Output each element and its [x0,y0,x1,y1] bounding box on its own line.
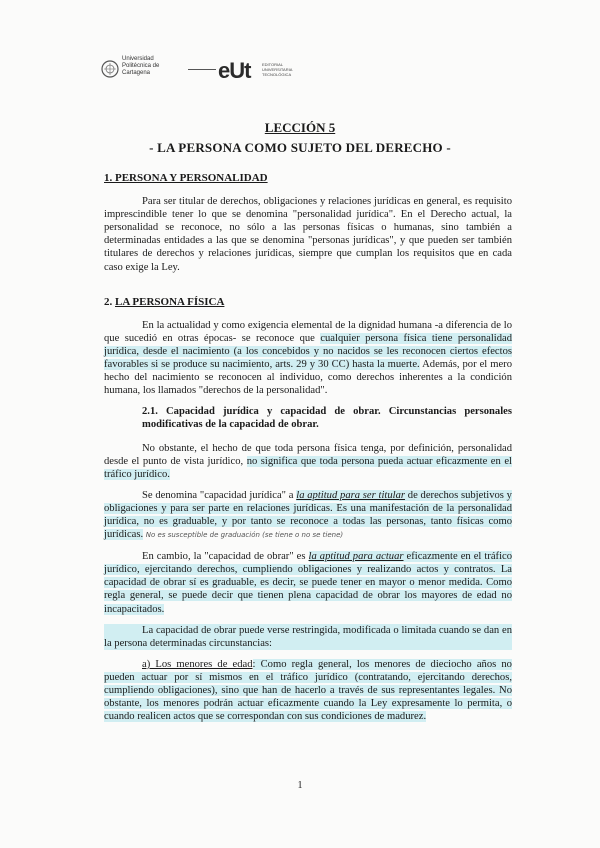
highlighted-italic-text: la aptitud para ser titular [296,489,406,501]
university-name: Universidad Politécnica de Cartagena [122,56,160,76]
paragraph [104,319,512,398]
text-run: Además, por el mero hecho del nacimiento se reconocen al individuo, como derechos inherentes a la condición humana, los llamados "derechos de la personalidad". [104,359,512,397]
highlighted-paragraph: La capacidad de obrar puede verse restringida, modificada o limitada cuando se dan en la persona determinadas circunstancias: [104,624,512,649]
subsection-heading: 2.1. Capacidad jurídica y capacidad de obrar. Circunstancias personales modificativas de la capacidad de obrar. [142,406,512,431]
paragraph: Para ser titular de derechos, obligaciones y relaciones jurídicas en general, es requisito imprescindible tener lo que se denomina "personalidad jurídica". En el Derecho actual, la personalidad se reconoce, no sólo a las personas físicas o humanas, sino también a determinadas entidades a las que se denomina "personas jurídicas", y que pueden ser también titulares de derechos y relaciones jurídicas, siempre que cumplan los requisitos que en cada caso exige la Ley. [104,196,512,273]
paragraph [104,658,512,723]
section-title: LA PERSONA FÍSICA [115,295,225,308]
paragraph [104,442,512,481]
section-number: 2. [104,295,113,308]
text-run: Se denomina "capacidad jurídica" a [142,489,297,501]
header-divider [188,69,216,70]
document-body [104,172,512,731]
lesson-subtitle: - LA PERSONA COMO SUJETO DEL DERECHO - [149,140,451,155]
section-heading: 1. PERSONA Y PERSONALIDAD [104,172,268,184]
text-run: En cambio, la "capacidad de obrar" es [142,551,309,563]
section-heading [104,296,512,309]
paragraph [104,550,512,615]
handwritten-note: No es susceptible de graduación (se tiene o no se tiene) [145,531,344,540]
highlighted-text: : Como regla general, los menores de dieciocho años no pueden actuar por sí mismos en el tráfico jurídico (contratando, ejercitando derechos, cumpliendo obligaciones), sino que han de hacerlo a través de sus representantes legales. No obstante, los menores podrán actuar eficazmente cuando la Ley expresamente lo permita, o cuando realicen actos que se correspondan con sus condiciones de madurez. [104,658,512,723]
text-run: No obstante, el hecho de que toda persona física tenga, por definición, personalidad desde el punto de vista jurídico, [104,442,512,467]
paragraph [104,489,512,542]
highlighted-italic-text: la aptitud para actuar [308,551,404,563]
highlighted-text: cualquier persona física tiene personalidad jurídica, desde el nacimiento (a los concebidos y no nacidos se les reconocen ciertos efectos favorables si se produce su nacimiento, arts. 29 y 30 CC) hasta la muerte. [104,332,513,371]
eut-logo: eUt [218,58,251,83]
page-number: 1 [297,780,303,791]
university-crest-icon [100,58,120,80]
list-item-label: a) Los menores de edad [142,658,253,670]
highlighted-text: eficazmente en el tráfico jurídico, ejercitando derechos, cumpliendo obligaciones y realizando actos y contratos. La capacidad de obrar sí es graduable, es decir, se puede tener en mayor o menor medida. Como regla general, se puede decir que tienen plena capacidad de obrar los mayores de edad no incapacitados. [104,551,513,615]
text-run: En la actualidad y como exigencia elemental de la dignidad humana -a diferencia de lo que sucedió en otras épocas- se reconoce que [104,319,512,344]
highlighted-text: de derechos subjetivos y obligaciones y para ser parte en relaciones jurídicas. Es una manifestación de la personalidad jurídica, no es graduable, y por tanto se reconoce a todas las personas, tanto físicas como jurídicas. [104,489,512,541]
lesson-title-block [0,120,600,156]
eut-logo-subtitle: EDITORIAL UNIVERSITARIA TECNOLÓGICA [262,62,293,77]
page-header [100,56,320,88]
highlighted-text: no significa que toda persona pueda actuar eficazmente en el tráfico jurídico. [104,455,512,480]
lesson-number: LECCIÓN 5 [264,120,336,135]
